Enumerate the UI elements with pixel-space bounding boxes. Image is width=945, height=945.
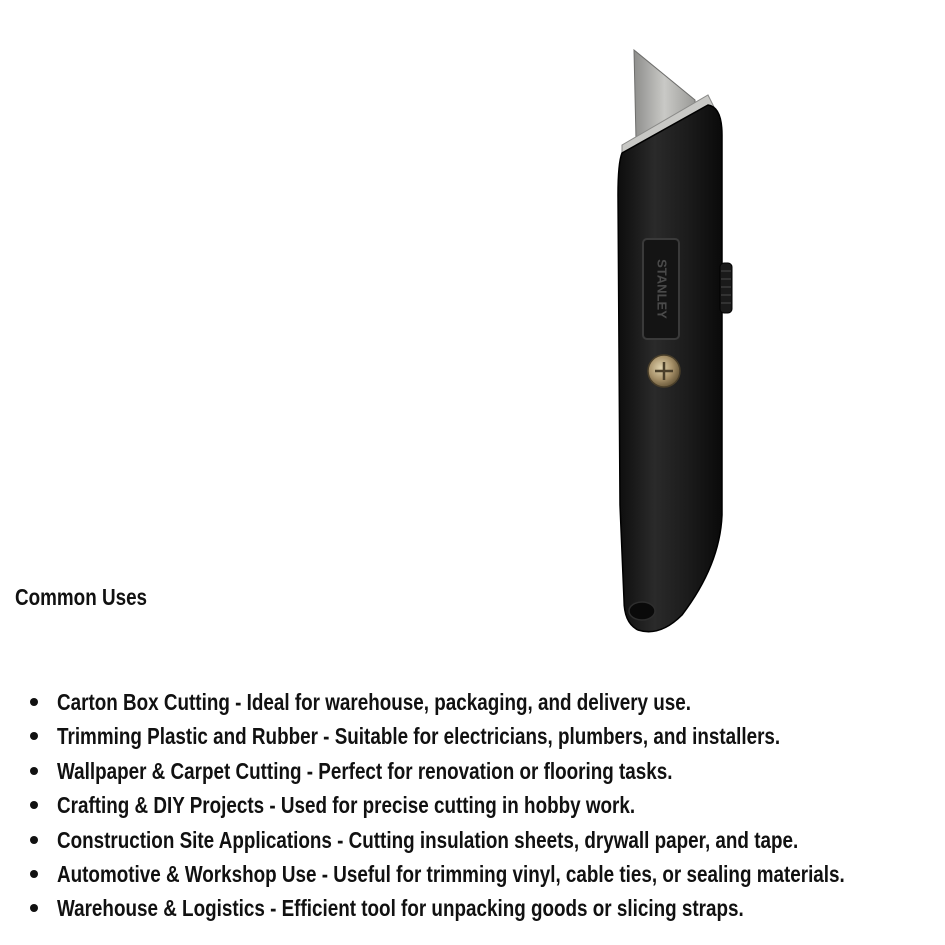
list-item-text: Crafting & DIY Projects - Used for precise cutting in hobby work. [57,792,636,819]
brand-marking: STANLEY [654,259,670,319]
bullet-icon [30,836,38,844]
bullet-icon [30,801,38,809]
list-item [30,823,945,857]
list-item [30,891,945,925]
list-item [30,685,945,719]
bullet-icon [30,698,38,706]
section-title: Common Uses [15,584,148,610]
bullet-icon [30,767,38,775]
hang-hole [629,602,655,620]
product-image [600,45,750,635]
list-item [30,788,945,822]
list-item [30,857,945,891]
list-item [30,754,945,788]
bullet-icon [30,732,38,740]
bullet-icon [30,904,38,912]
list-item-text: Wallpaper & Carpet Cutting - Perfect for renovation or flooring tasks. [57,757,673,784]
list-item [30,719,945,753]
list-item-text: Warehouse & Logistics - Efficient tool for unpacking goods or slicing straps. [57,895,744,922]
list-item-text: Automotive & Workshop Use - Useful for trimming vinyl, cable ties, or sealing materials. [57,860,845,887]
bullet-icon [30,870,38,878]
list-item-text: Carton Box Cutting - Ideal for warehouse, packaging, and delivery use. [57,689,692,715]
list-item-text: Trimming Plastic and Rubber - Suitable for electricians, plumbers, and installers. [57,723,781,750]
list-item-text: Construction Site Applications - Cutting insulation sheets, drywall paper, and tape. [57,826,799,853]
uses-list [30,685,945,926]
